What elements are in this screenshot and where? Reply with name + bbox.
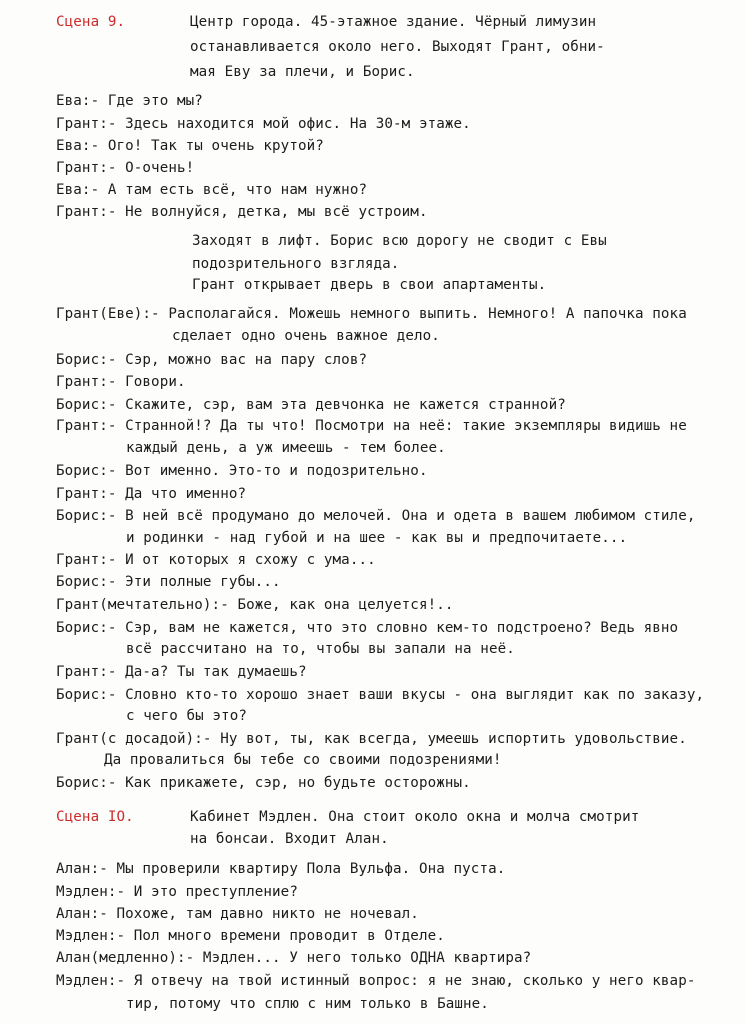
dialogue-line: Мэдлен:- И это преступление? xyxy=(56,884,298,900)
dialogue-line: Грант:- Странной!? Да ты что! Посмотри на неё: такие экземпляры видишь не xyxy=(56,418,687,434)
dialogue-line: Грант(Еве):- Располагайся. Можешь немного выпить. Немного! А папочка пока xyxy=(56,306,687,322)
dialogue-line: Грант:- Здесь находится мой офис. На 30-м этаже. xyxy=(56,116,471,132)
stage-direction-line: Грант открывает дверь в свои апартаменты. xyxy=(192,277,547,293)
dialogue-continuation: каждый день, а уж имеешь - тем более. xyxy=(126,440,446,456)
stage-direction-line: подозрительного взгляда. xyxy=(192,256,400,272)
dialogue-line: Борис:- Эти полные губы... xyxy=(56,574,281,590)
dialogue-line: Грант(с досадой):- Ну вот, ты, как всегда, умеешь испортить удовольствие. xyxy=(56,731,687,747)
dialogue-continuation: Да провалиться бы тебе со своими подозрениями! xyxy=(104,752,502,768)
dialogue-line: Грант:- Говори. xyxy=(56,374,186,390)
scene-10-description-line: на бонсаи. Входит Алан. xyxy=(190,831,389,847)
dialogue-line: Грант:- И от которых я схожу с ума... xyxy=(56,552,376,568)
dialogue-line: Грант(мечтательно):- Боже, как она целуется!.. xyxy=(56,597,454,613)
dialogue-line: Борис:- Сэр, можно вас на пару слов? xyxy=(56,352,368,368)
dialogue-line: Борис:- Вот именно. Это-то и подозрительно. xyxy=(56,463,428,479)
dialogue-line: Мэдлен:- Я отвечу на твой истинный вопрос: я не знаю, сколько у него квар- xyxy=(56,973,696,989)
dialogue-line: Алан(медленно):- Мэдлен... У него только ОДНА квартира? xyxy=(56,950,532,966)
dialogue-line: Борис:- В ней всё продумано до мелочей. Она и одета в вашем любимом стиле, xyxy=(56,508,696,524)
dialogue-line: Борис:- Сэр, вам не кажется, что это словно кем-то подстроено? Ведь явно xyxy=(56,620,679,636)
scene-9-heading: Сцена 9. xyxy=(56,14,126,30)
dialogue-line: Грант:- Да-а? Ты так думаешь? xyxy=(56,664,307,680)
dialogue-continuation: сделает одно очень важное дело. xyxy=(172,328,440,344)
scene-10-description-line: Кабинет Мэдлен. Она стоит около окна и молча смотрит xyxy=(190,809,640,825)
dialogue-line: Ева:- Где это мы? xyxy=(56,93,203,109)
dialogue-continuation: и родинки - над губой и на шее - как вы и предпочитаете... xyxy=(126,530,628,546)
dialogue-line: Борис:- Как прикажете, сэр, но будьте осторожны. xyxy=(56,775,471,791)
dialogue-line: Грант:- Не волнуйся, детка, мы всё устроим. xyxy=(56,204,428,220)
dialogue-continuation: всё рассчитано на то, чтобы вы запали на неё. xyxy=(126,641,515,657)
dialogue-line: Борис:- Скажите, сэр, вам эта девчонка не кажется странной? xyxy=(56,397,566,413)
scene-9-description-line: Центр города. 45-этажное здание. Чёрный лимузин xyxy=(190,14,597,30)
dialogue-line: Алан:- Похоже, там давно никто не ночевал. xyxy=(56,906,419,922)
dialogue-continuation: тир, потому что сплю с ним только в Башне. xyxy=(126,996,489,1012)
scene-10-heading: Сцена IO. xyxy=(56,809,134,825)
dialogue-line: Алан:- Мы проверили квартиру Пола Вульфа. Она пуста. xyxy=(56,861,506,877)
dialogue-line: Ева:- Ого! Так ты очень крутой? xyxy=(56,138,324,154)
scene-9-description-line: останавливается около него. Выходят Грант, обни- xyxy=(190,39,605,55)
stage-direction-line: Заходят в лифт. Борис всю дорогу не сводит с Евы xyxy=(192,233,607,249)
dialogue-line: Борис:- Словно кто-то хорошо знает ваши вкусы - она выглядит как по заказу, xyxy=(56,687,705,703)
dialogue-line: Грант:- Да что именно? xyxy=(56,486,247,502)
scene-9-description-line: мая Еву за плечи, и Борис. xyxy=(190,64,415,80)
dialogue-line: Грант:- О-очень! xyxy=(56,160,195,176)
dialogue-line: Ева:- А там есть всё, что нам нужно? xyxy=(56,182,368,198)
dialogue-line: Мэдлен:- Пол много времени проводит в Отделе. xyxy=(56,928,445,944)
dialogue-continuation: с чего бы это? xyxy=(126,708,247,724)
